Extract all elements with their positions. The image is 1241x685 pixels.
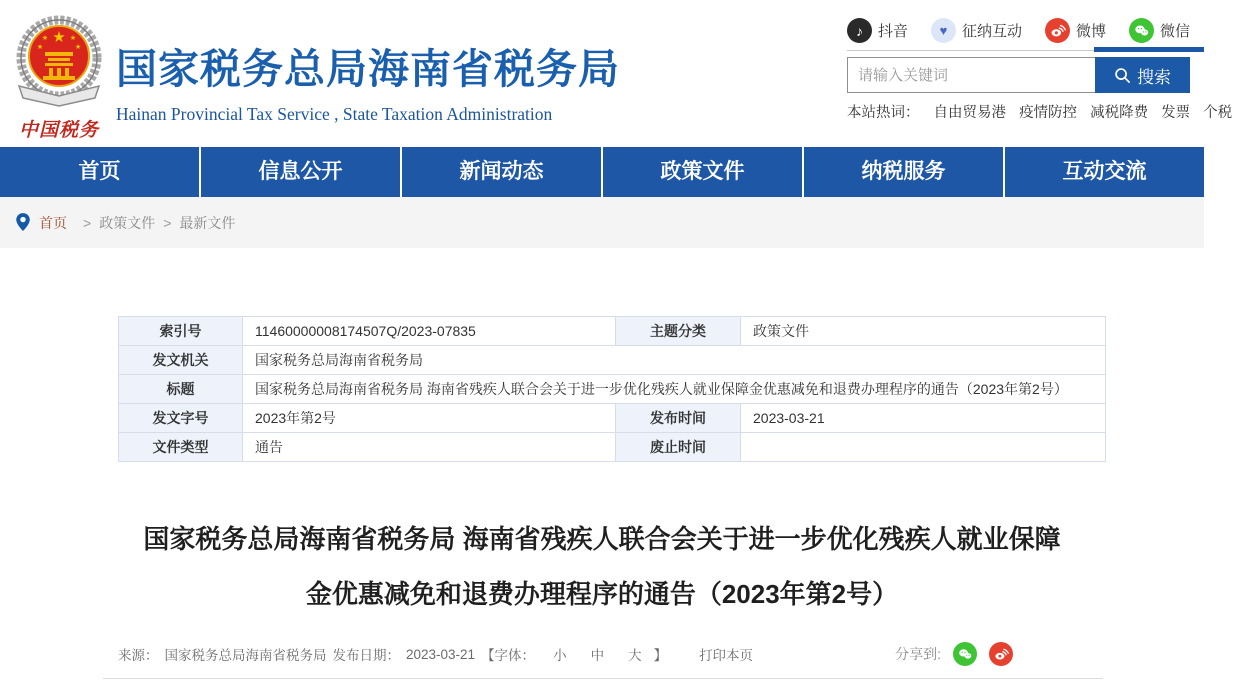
- table-row: [119, 346, 1106, 375]
- nav-item-home[interactable]: 首页: [0, 147, 201, 197]
- tax-emblem-logo: [8, 14, 110, 142]
- location-pin-icon: [14, 212, 32, 234]
- nav-item-info-disclosure[interactable]: 信息公开: [201, 147, 402, 197]
- hotword-link[interactable]: 个税: [1203, 105, 1233, 121]
- document-info-table: [118, 316, 1106, 462]
- article-title-line2: 金优惠减免和退费办理程序的通告（2023年第2号）: [305, 579, 899, 609]
- nav-item-interaction[interactable]: 互动交流: [1062, 160, 1147, 183]
- publish-date-label: 发布时间: [616, 404, 741, 433]
- table-row: [119, 375, 1106, 404]
- weibo-link[interactable]: [1045, 18, 1106, 43]
- heart-icon: ♥: [931, 18, 956, 43]
- interaction-label: 征纳互动: [961, 23, 1022, 40]
- repeal-date-value: [741, 433, 1106, 462]
- share-weibo-icon[interactable]: [989, 642, 1013, 666]
- issuing-agency-value: 国家税务总局海南省税务局: [243, 346, 1106, 375]
- breadcrumb-home-link[interactable]: 首页: [39, 214, 67, 231]
- brand-block: [116, 36, 620, 125]
- logo-caption: 中国税务: [18, 120, 99, 141]
- wechat-link[interactable]: [1129, 18, 1190, 43]
- doc-number-value: 2023年第2号: [243, 404, 616, 433]
- nav-item-tax-services[interactable]: 纳税服务: [804, 147, 1005, 197]
- svg-text:★: ★: [36, 44, 44, 51]
- wechat-icon: [1129, 18, 1154, 43]
- douyin-icon: ♪: [847, 18, 872, 43]
- index-number-value: 11460000008174507Q/2023-07835: [243, 317, 616, 346]
- nav-item-policy-documents[interactable]: 政策文件: [603, 147, 804, 197]
- search-button-label: 搜索: [1137, 67, 1171, 87]
- breadcrumb-separator: >: [83, 214, 92, 231]
- header-right: [847, 0, 1233, 147]
- douyin-label: 抖音: [878, 23, 909, 40]
- breadcrumb-latest-link[interactable]: 最新文件: [179, 214, 236, 231]
- publish-date-meta-label: 发布日期：: [332, 648, 400, 663]
- source-value: 国家税务总局海南省税务局: [164, 648, 327, 663]
- share-wechat-icon[interactable]: [953, 642, 977, 666]
- content-divider: [103, 678, 1103, 679]
- hotwords-row: [847, 101, 1241, 122]
- font-size-label: 【字体：: [481, 648, 536, 663]
- doc-number-label: 发文字号: [119, 404, 243, 433]
- main-nav: [0, 147, 1204, 197]
- hotword-link[interactable]: 减税降费: [1090, 105, 1149, 121]
- search-icon: [1114, 67, 1131, 84]
- font-size-label-close: 】: [653, 648, 668, 663]
- breadcrumb-separator: >: [163, 214, 172, 231]
- doc-title-value: 国家税务总局海南省税务局 海南省残疾人联合会关于进一步优化残疾人就业保障金优惠减免和退费办理程序的通告（2023年第2号）: [243, 375, 1106, 404]
- font-size-medium-button[interactable]: 中: [590, 648, 605, 663]
- index-number-label: 索引号: [119, 317, 243, 346]
- table-row: [119, 317, 1106, 346]
- issuing-agency-label: 发文机关: [119, 346, 243, 375]
- share-label: 分享到:: [895, 646, 941, 662]
- font-size-large-button[interactable]: 大: [628, 648, 642, 663]
- svg-text:★: ★: [69, 35, 77, 42]
- svg-text:★: ★: [74, 44, 82, 51]
- site-header: [0, 0, 1233, 147]
- table-row: [119, 404, 1106, 433]
- hotword-link[interactable]: 发票: [1161, 105, 1191, 121]
- topic-category-value: 政策文件: [741, 317, 1106, 346]
- publish-date-meta-value: 2023-03-21: [406, 646, 476, 662]
- wechat-label: 微信: [1159, 23, 1190, 40]
- share-block: [895, 642, 1013, 666]
- hotword-link[interactable]: 自由贸易港: [933, 105, 1007, 121]
- site-subtitle: Hainan Provincial Tax Service , State Taxation Administration: [116, 104, 553, 124]
- main-content: [0, 316, 1204, 679]
- doc-type-value: 通告: [243, 433, 616, 462]
- svg-text:★: ★: [52, 29, 66, 46]
- print-page-button[interactable]: 打印本页: [699, 648, 754, 663]
- table-row: [119, 433, 1106, 462]
- search-input[interactable]: [847, 57, 1095, 93]
- interaction-link[interactable]: [931, 18, 1022, 43]
- hotwords-label: 本站热词：: [847, 105, 920, 121]
- search-tab-active-bar: [1094, 47, 1204, 52]
- topic-category-label: 主题分类: [616, 317, 741, 346]
- doc-type-label: 文件类型: [119, 433, 243, 462]
- weibo-label: 微博: [1075, 23, 1106, 40]
- article-meta-row: [118, 642, 1101, 666]
- breadcrumb: [0, 197, 1204, 248]
- site-title: 国家税务总局海南省税务局: [116, 46, 620, 92]
- breadcrumb-policy-link[interactable]: 政策文件: [99, 214, 156, 231]
- nav-item-news[interactable]: 新闻动态: [402, 147, 603, 197]
- font-size-small-button[interactable]: 小: [553, 648, 567, 663]
- search-tab-underline: [847, 50, 1204, 51]
- svg-text:★: ★: [41, 35, 49, 42]
- social-links-row: [847, 18, 1190, 43]
- search-bar: [847, 57, 1190, 93]
- source-label: 来源：: [118, 648, 159, 663]
- national-emblem-icon: [9, 14, 109, 112]
- publish-date-value: 2023-03-21: [741, 404, 1106, 433]
- search-button[interactable]: [1095, 57, 1190, 93]
- douyin-link[interactable]: [847, 18, 908, 43]
- repeal-date-label: 废止时间: [616, 433, 741, 462]
- doc-title-label: 标题: [119, 375, 243, 404]
- article-title-line1: 国家税务总局海南省税务局 海南省残疾人联合会关于进一步优化残疾人就业保障: [143, 524, 1061, 554]
- article-title: [82, 512, 1122, 622]
- hotword-link[interactable]: 疫情防控: [1019, 105, 1078, 121]
- weibo-icon: [1045, 18, 1070, 43]
